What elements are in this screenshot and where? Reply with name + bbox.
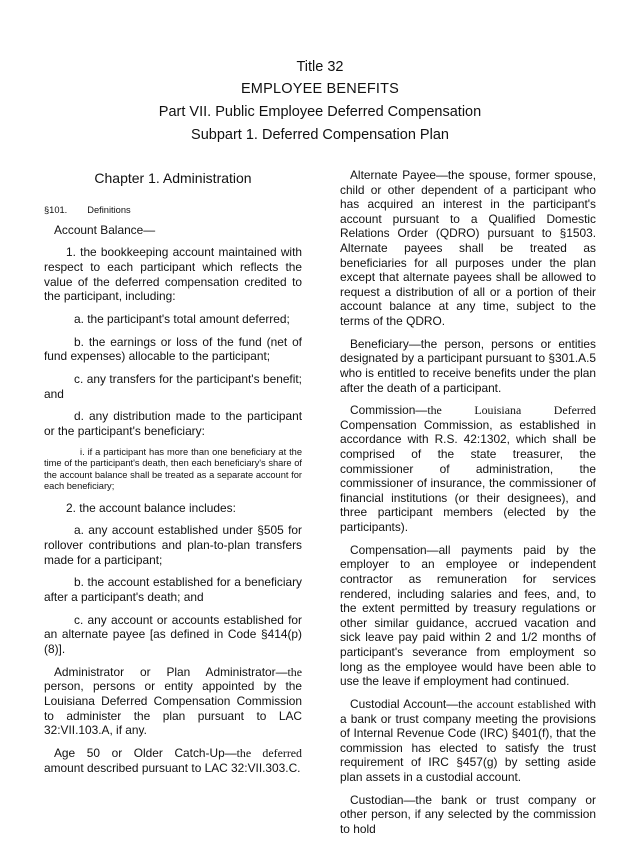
part-heading: Part VII. Public Employee Deferred Compensation — [158, 104, 482, 120]
subpart-heading: Subpart 1. Deferred Compensation Plan — [191, 127, 449, 143]
definition-text: with a bank or trust company meeting the provisions of Internal Revenue Code (IRC) §401(f), that the commission has elected to satisfy the trust requirement of IRC §457(g) by setting aside plan assets in a custodial account. — [340, 696, 596, 784]
section-heading — [44, 204, 302, 216]
serif-run: the — [287, 664, 302, 679]
paragraph-1d-i: i. if a participant has more than one beneficiary at the time of the participant's death, then each beneficiary's share of the account balance shall be treated as a separate account for each beneficiary; — [44, 446, 302, 492]
paragraph-1: 1. the bookkeeping account maintained with respect to each participant which reflects the value of the deferred compensation credited to the participant, including: — [44, 245, 302, 304]
right-column — [340, 168, 596, 845]
definition-commission — [340, 403, 596, 534]
serif-run: the deferred — [236, 745, 303, 760]
paragraph-2: 2. the account balance includes: — [66, 500, 236, 515]
paragraph-2c: c. any account or accounts established for an alternate payee [as defined in Code §414(p)(8)]. — [44, 612, 302, 656]
serif-run: the account established — [458, 696, 571, 711]
document-header — [0, 58, 640, 144]
term-custodial-account: Custodial Account— — [350, 696, 459, 711]
paragraph-1d: d. any distribution made to the participant or the participant's beneficiary: — [44, 409, 302, 439]
definition-custodial-account — [340, 697, 596, 785]
paragraph-1c: c. any transfers for the participant's benefit; and — [44, 372, 302, 401]
section-title: Definitions — [87, 204, 131, 215]
definition-administrator — [44, 665, 302, 738]
definition-beneficiary: Beneficiary—the person, persons or entities designated by a participant pursuant to §301.A.5 who is entitled to receive benefits under the plan after the death of a participant. — [340, 336, 596, 395]
chapter-heading: Chapter 1. Administration — [94, 170, 252, 186]
left-column — [44, 168, 302, 783]
definition-text: amount described pursuant to LAC 32:VII.303.C. — [44, 760, 301, 775]
serif-run: the Louisiana Deferred — [427, 403, 596, 418]
title-heading: Title 32 — [296, 59, 344, 75]
definition-custodian: Custodian—the bank or trust company or other person, if any selected by the commission to hold — [340, 792, 596, 836]
definition-compensation: Compensation—all payments paid by the employer to an employee or independent contractor as remuneration for services rendered, including salaries and fees, and, to the extent permitted by treasury regulations or other similar guidance, accrued vacation and sick leave pay paid within 2 and 1/2 months of participant's severance from employment so long as the employee would have been able to use the leave if employment had continued. — [340, 542, 596, 689]
definition-text: Compensation Commission, as established in accordance with R.S. 42:1302, which shall be comprised of the state treasurer, the commissioner of administration, the commissioner of insurance, the commissioner of financial institutions (or their designees), and three participant members (elected by the participants). — [340, 417, 596, 535]
paragraph-2a: a. any account established under §505 for rollover contributions and plan-to-plan transfers made for a participant; — [44, 523, 302, 567]
term-administrator: Administrator or Plan Administrator— — [54, 664, 288, 679]
definition-age-50-catch-up — [44, 746, 302, 775]
paragraph-2b: b. the account established for a beneficiary after a participant's death; and — [44, 575, 302, 604]
definition-alternate-payee: Alternate Payee—the spouse, former spouse, child or other dependent of a participant who has acquired an interest in the participant's account pursuant to a Qualified Domestic Relations Order (QDRO) pursuant to §1503. Alternate payees shall be treated as beneficiaries for all purposes under the plan except that alternate payees shall be allowed to request a distribution of all or a portion of their account balance at any time, subject to the terms of the QDRO. — [340, 168, 596, 328]
paragraph-1b: b. the earnings or loss of the fund (net of fund expenses) allocable to the participant; — [44, 334, 302, 364]
definition-account-balance: Account Balance— — [54, 222, 156, 237]
paragraph-1a: a. the participant's total amount deferred; — [74, 311, 290, 326]
subject-heading: EMPLOYEE BENEFITS — [240, 81, 400, 97]
definition-text: person, persons or entity appointed by the Louisiana Deferred Compensation Commission to administer the plan pursuant to LAC 32:VII.103.A, if any. — [44, 679, 302, 738]
term-age-50: Age 50 or Older Catch-Up— — [54, 745, 237, 760]
term-commission: Commission— — [350, 403, 428, 418]
section-number: §101. — [44, 204, 68, 215]
